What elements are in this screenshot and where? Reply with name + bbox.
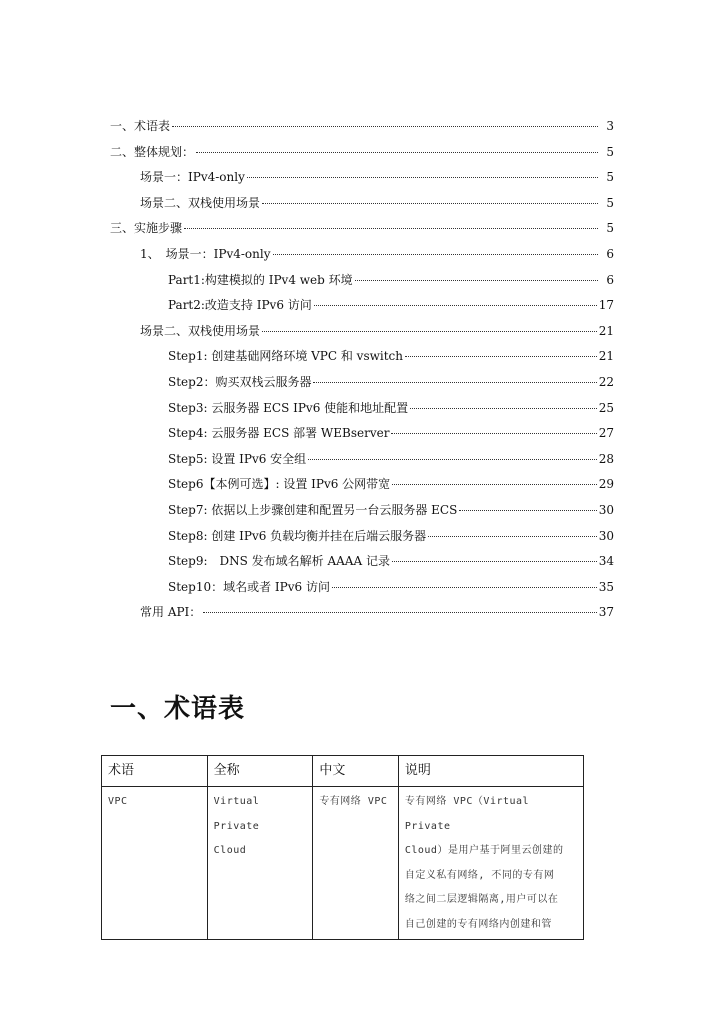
toc-entry-title: 二、整体规划： xyxy=(110,144,195,159)
toc-entry-title: 1、 场景一：IPv4-only xyxy=(140,246,271,261)
toc-entry[interactable] xyxy=(110,114,614,140)
toc-leader-dots xyxy=(196,152,598,153)
toc-entry-title: 场景一：IPv4-only xyxy=(140,170,245,185)
toc-entry[interactable] xyxy=(110,319,614,345)
toc-entry-title: Step8: 创建 IPv6 负载均衡并挂在后端云服务器 xyxy=(168,528,427,543)
toc-leader-dots xyxy=(428,536,597,537)
toc-entry[interactable] xyxy=(110,293,614,319)
toc-leader-dots xyxy=(314,305,597,306)
toc-entry-title: Step10：域名或者 IPv6 访问 xyxy=(168,579,330,594)
toc-entry[interactable] xyxy=(110,575,614,601)
toc-entry-title: Step9: DNS 发布域名解析 AAAA 记录 xyxy=(168,554,390,569)
toc-entry-title: Step3: 云服务器 ECS IPv6 使能和地址配置 xyxy=(168,400,409,415)
cell-chinese: 专有网络 VPC xyxy=(313,787,399,940)
toc-entry-page: 25 xyxy=(598,400,614,415)
cell-term: VPC xyxy=(102,787,208,940)
toc-entry-page: 37 xyxy=(598,605,614,620)
toc-entry-page: 29 xyxy=(598,477,614,492)
glossary-table xyxy=(101,755,584,940)
toc-entry[interactable] xyxy=(110,421,614,447)
toc-leader-dots xyxy=(203,612,596,613)
toc-entry-title: 三、实施步骤 xyxy=(110,221,183,236)
cell-description: 专有网络 VPC（Virtual Private Cloud）是用户基于阿里云创建的 自定义私有网络, 不同的专有网 络之间二层逻辑隔离,用户可以在 自己创建的专有网络内创建和管 xyxy=(398,787,583,940)
toc-entry-page: 34 xyxy=(598,554,614,569)
toc-entry[interactable] xyxy=(110,191,614,217)
toc-entry-title: 场景二、双栈使用场景 xyxy=(140,323,261,338)
toc-leader-dots xyxy=(410,408,597,409)
toc-leader-dots xyxy=(262,331,597,332)
header-chinese: 中文 xyxy=(313,756,399,787)
toc-leader-dots xyxy=(392,484,597,485)
header-description: 说明 xyxy=(398,756,583,787)
toc-entry-title: Part2:改造支持 IPv6 访问 xyxy=(168,298,312,313)
toc-entry[interactable] xyxy=(110,216,614,242)
toc-leader-dots xyxy=(313,382,596,383)
toc-leader-dots xyxy=(308,459,597,460)
toc-entry-title: Step4: 云服务器 ECS 部署 WEBserver xyxy=(168,426,390,441)
toc-entry-page: 3 xyxy=(606,119,614,133)
toc-leader-dots xyxy=(459,510,596,511)
toc-entry[interactable] xyxy=(110,344,614,370)
cell-full-name: Virtual Private Cloud xyxy=(207,787,313,940)
toc-entry-page: 6 xyxy=(606,272,614,287)
toc-entry[interactable] xyxy=(110,242,614,268)
toc-entry-page: 5 xyxy=(606,144,614,159)
toc-entry-title: Step2：购买双栈云服务器 xyxy=(168,374,312,389)
toc-entry-page: 30 xyxy=(598,528,614,543)
toc-leader-dots xyxy=(405,356,597,357)
toc-entry-page: 5 xyxy=(606,170,614,185)
table-of-contents xyxy=(110,114,614,626)
toc-entry-page: 21 xyxy=(598,349,614,364)
toc-entry-title: Step6【本例可选】: 设置 IPv6 公网带宽 xyxy=(168,477,391,492)
toc-leader-dots xyxy=(184,228,598,229)
toc-entry-title: 场景二、双栈使用场景 xyxy=(140,195,261,210)
toc-entry-page: 6 xyxy=(606,246,614,261)
toc-leader-dots xyxy=(247,177,598,178)
toc-entry[interactable] xyxy=(110,447,614,473)
toc-entry[interactable] xyxy=(110,165,614,191)
toc-entry-page: 22 xyxy=(598,374,614,389)
toc-entry[interactable] xyxy=(110,140,614,166)
toc-leader-dots xyxy=(332,587,597,588)
toc-entry-title: Step7: 依据以上步骤创建和配置另一台云服务器 ECS xyxy=(168,502,458,517)
header-term: 术语 xyxy=(102,756,208,787)
glossary-header-row xyxy=(102,756,584,787)
toc-leader-dots xyxy=(355,280,598,281)
toc-entry[interactable] xyxy=(110,600,614,626)
table-row xyxy=(102,787,584,940)
toc-entry-title: 常用 API： xyxy=(140,605,202,620)
toc-entry-page: 21 xyxy=(598,323,614,338)
section-heading: 一、术语表 xyxy=(110,694,246,724)
toc-entry-page: 30 xyxy=(598,502,614,517)
toc-leader-dots xyxy=(262,203,598,204)
toc-entry-page: 28 xyxy=(598,451,614,466)
toc-entry-page: 5 xyxy=(606,195,614,210)
toc-entry[interactable] xyxy=(110,472,614,498)
toc-entry-title: Step1: 创建基础网络环境 VPC 和 vswitch xyxy=(168,349,404,364)
toc-entry-page: 35 xyxy=(598,579,614,594)
toc-leader-dots xyxy=(172,126,598,127)
header-full-name: 全称 xyxy=(207,756,313,787)
toc-entry-title: 一、术语表 xyxy=(110,119,171,133)
toc-entry-title: Part1:构建模拟的 IPv4 web 环境 xyxy=(168,272,353,287)
toc-entry[interactable] xyxy=(110,498,614,524)
toc-entry-page: 5 xyxy=(606,221,614,236)
toc-entry[interactable] xyxy=(110,524,614,550)
toc-entry-title: Step5: 设置 IPv6 安全组 xyxy=(168,451,307,466)
toc-entry[interactable] xyxy=(110,370,614,396)
toc-leader-dots xyxy=(391,433,596,434)
toc-leader-dots xyxy=(273,254,599,255)
toc-entry[interactable] xyxy=(110,396,614,422)
toc-leader-dots xyxy=(392,561,597,562)
toc-entry-page: 17 xyxy=(598,298,614,313)
toc-entry[interactable] xyxy=(110,268,614,294)
toc-entry-page: 27 xyxy=(598,426,614,441)
toc-entry[interactable] xyxy=(110,549,614,575)
